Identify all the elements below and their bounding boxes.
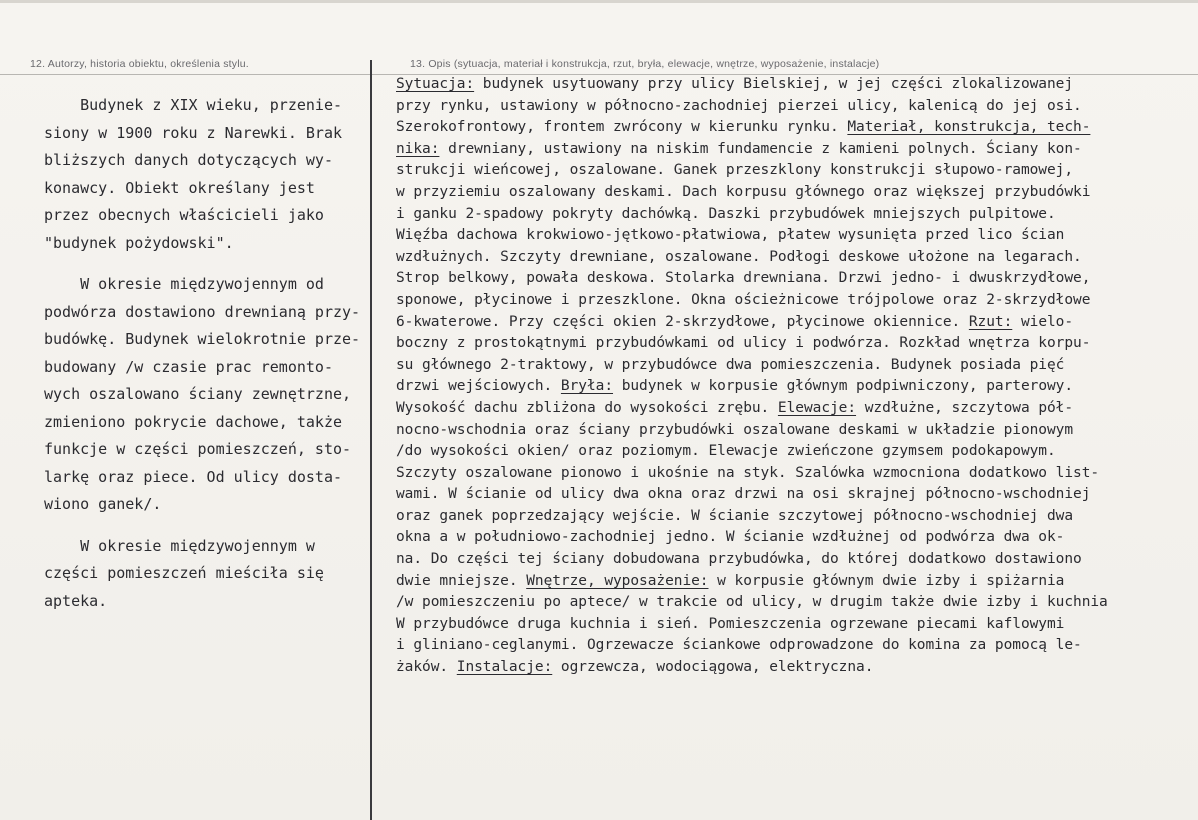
description-line [396, 204, 1192, 226]
history-line: bliższych danych dotyczących wy- [44, 151, 333, 169]
history-line: siony w 1900 roku z Narewki. Brak [44, 123, 343, 142]
section-label: Wnętrze, wyposażenie: [526, 572, 709, 589]
description-line [396, 117, 1192, 139]
section-label: Rzut: [968, 313, 1013, 330]
history-line: "budynek pożydowski". [44, 233, 234, 252]
section-label: Elewacje: [777, 399, 857, 416]
section-label: Instalacje: [456, 659, 553, 676]
description-text-run: wami. W ścianie od ulicy dwa okna oraz drzwi na osi skrajnej północno-wschodniej [396, 486, 1091, 503]
card-top-edge [0, 0, 1198, 3]
description-text-run: wielo- [1012, 313, 1074, 330]
description-line [396, 484, 1192, 506]
description-text-run: na. Do części tej ściany dobudowana przybudówka, do której dodatkowo dostawiono [396, 551, 1082, 568]
description-line [396, 355, 1192, 377]
description-text-run: Szczyty oszalowane pionowo i ukośnie na styk. Szalówka wzmocniona dodatkowo list- [396, 464, 1100, 481]
section-label: Materiał, konstrukcja, tech- [847, 119, 1091, 136]
paragraph-gap [44, 519, 366, 533]
section-label: nika: [396, 140, 440, 157]
description-line [396, 614, 1192, 636]
history-paragraph [44, 92, 366, 257]
description-text-run: żaków. [396, 659, 457, 676]
description-text-run: wzdłużnych. Szczyty drewniane, oszalowane. Podłogi deskowe ułożone na legarach. [396, 248, 1082, 265]
description-text-run: dwie mniejsze. [396, 572, 527, 589]
description-text-run: Wysokość dachu zbliżona do wysokości zrębu. [396, 399, 778, 416]
description-line [396, 463, 1192, 485]
description-text-run: Więźba dachowa krokwiowo-jętkowo-płatwiowa, płatew wysunięta przed lico ścian [396, 227, 1065, 244]
description-text-run: budynek w korpusie głównym podpiwniczony, parterowy. [613, 378, 1074, 395]
description-text-run: w przyziemiu oszalowany deskami. Dach korpusu głównego oraz większej przybudówki [396, 183, 1091, 200]
description-line [396, 96, 1192, 118]
history-line: funkcje w części pomieszczeń, sto- [44, 440, 352, 458]
history-line: konawcy. Obiekt określany jest [44, 178, 315, 197]
description-text-run: okna a w południowo-zachodniej jedno. W ścianie wzdłużnej od podwórza dwa ok- [396, 529, 1065, 546]
left-column-header: 12. Autorzy, historia obiektu, określenia stylu. [30, 58, 249, 70]
description-line [396, 441, 1192, 463]
description-text-run: Strop belkowy, powała deskowa. Stolarka drewniana. Drzwi jedno- i dwuskrzydłowe, [396, 270, 1091, 287]
description-line [396, 376, 1192, 398]
description-text-run: i ganku 2-spadowy pokryty dachówką. Daszki przybudówek mniejszych pulpitowe. [396, 205, 1056, 222]
history-line: wych oszalowano ściany zewnętrzne, [44, 385, 352, 403]
history-text [44, 92, 366, 615]
description-text-run: w korpusie głównym dwie izby i spiżarnia [708, 572, 1065, 589]
description-text-run: /do wysokości okien/ oraz poziomym. Elewacje zwieńczone gzymsem podokapowym. [396, 443, 1056, 460]
description-text-run: 6-kwaterowe. Przy części okien 2-skrzydłowe, płycinowe okiennice. [396, 313, 969, 330]
description-line [396, 247, 1192, 269]
history-line: larkę oraz piece. Od ulicy dosta- [44, 467, 343, 486]
history-line: W okresie międzywojennym od [44, 275, 324, 293]
description-text-run: strukcji wieńcowej, oszalowane. Ganek przeszklony konstrukcji słupowo-ramowej, [396, 162, 1074, 179]
column-divider [370, 60, 372, 820]
section-label: Bryła: [560, 378, 614, 395]
description-line [396, 312, 1192, 334]
description-line [396, 657, 1192, 679]
right-column-header: 13. Opis (sytuacja, materiał i konstrukcja, rzut, bryła, elewacje, wnętrze, wyposażenie, instalacje) [410, 58, 880, 70]
history-line: zmieniono pokrycie dachowe, także [44, 412, 343, 431]
description-text-run: i gliniano-ceglanymi. Ogrzewacze ściankowe odprowadzone do komina za pomocą le- [396, 637, 1082, 654]
description-text-run: wzdłużne, szczytowa pół- [856, 399, 1074, 416]
description-line [396, 549, 1192, 571]
history-paragraph [44, 271, 366, 519]
history-line: W okresie międzywojennym w [44, 536, 315, 555]
description-text-run: su głównego 2-traktowy, w przybudówce dwa pomieszczenia. Budynek posiada pięć [396, 356, 1065, 373]
description-line [396, 225, 1192, 247]
description-text-run: W przybudówce druga kuchnia i sień. Pomieszczenia ogrzewane piecami kaflowymi [396, 615, 1065, 632]
description-line [396, 527, 1192, 549]
history-line: wiono ganek/. [44, 495, 162, 513]
description-line [396, 182, 1192, 204]
description-line [396, 420, 1192, 442]
description-text-run: sponowe, płycinowe i przeszklone. Okna ościeżnicowe trójpolowe oraz 2-skrzydłowe [396, 291, 1091, 308]
history-line: budówkę. Budynek wielokrotnie prze- [44, 330, 361, 348]
description-line [396, 74, 1192, 96]
history-line: przez obecnych właścicieli jako [44, 206, 324, 224]
description-line [396, 506, 1192, 528]
description-line [396, 635, 1192, 657]
description-line [396, 139, 1192, 161]
description-text-run: drewniany, ustawiony na niskim fundamencie z kamieni polnych. Ściany kon- [439, 140, 1082, 157]
description-text [396, 74, 1192, 679]
history-line: apteka. [44, 591, 108, 610]
history-line: budowany /w czasie prac remonto- [44, 357, 333, 376]
description-text-run: budynek usytuowany przy ulicy Bielskiej, w jej części zlokalizowanej [474, 76, 1074, 92]
description-text-run: boczny z prostokątnymi przybudówkami od ulicy i podwórza. Rozkład wnętrza korpu- [396, 335, 1091, 352]
description-line [396, 398, 1192, 420]
paragraph-gap [44, 257, 366, 271]
description-line [396, 268, 1192, 290]
description-line [396, 592, 1192, 614]
description-line [396, 333, 1192, 355]
description-text-run: ogrzewcza, wodociągowa, elektryczna. [552, 659, 874, 676]
description-text-run: Szerokofrontowy, frontem zwrócony w kierunku rynku. [396, 119, 848, 136]
description-line [396, 571, 1192, 593]
history-paragraph [44, 533, 366, 616]
description-text-run: drzwi wejściowych. [396, 378, 561, 395]
description-line [396, 290, 1192, 312]
description-text-run: przy rynku, ustawiony w północno-zachodniej pierzei ulicy, kalenicą do jej osi. [396, 97, 1082, 114]
history-line: części pomieszczeń mieściła się [44, 564, 324, 582]
description-text-run: /w pomieszczeniu po aptece/ w trakcie od ulicy, w drugim także dwie izby i kuchnia [396, 594, 1108, 611]
history-line: Budynek z XIX wieku, przenie- [44, 96, 343, 114]
section-label: Sytuacja: [396, 76, 475, 92]
description-text-run: nocno-wschodnia oraz ściany przybudówki oszalowane deskami w układzie pionowym [396, 421, 1074, 438]
description-text-run: oraz ganek poprzedzający wejście. W ścianie szczytowej północno-wschodniej dwa [396, 507, 1074, 524]
history-line: podwórza dostawiono drewnianą przy- [44, 302, 361, 321]
description-line [396, 160, 1192, 182]
